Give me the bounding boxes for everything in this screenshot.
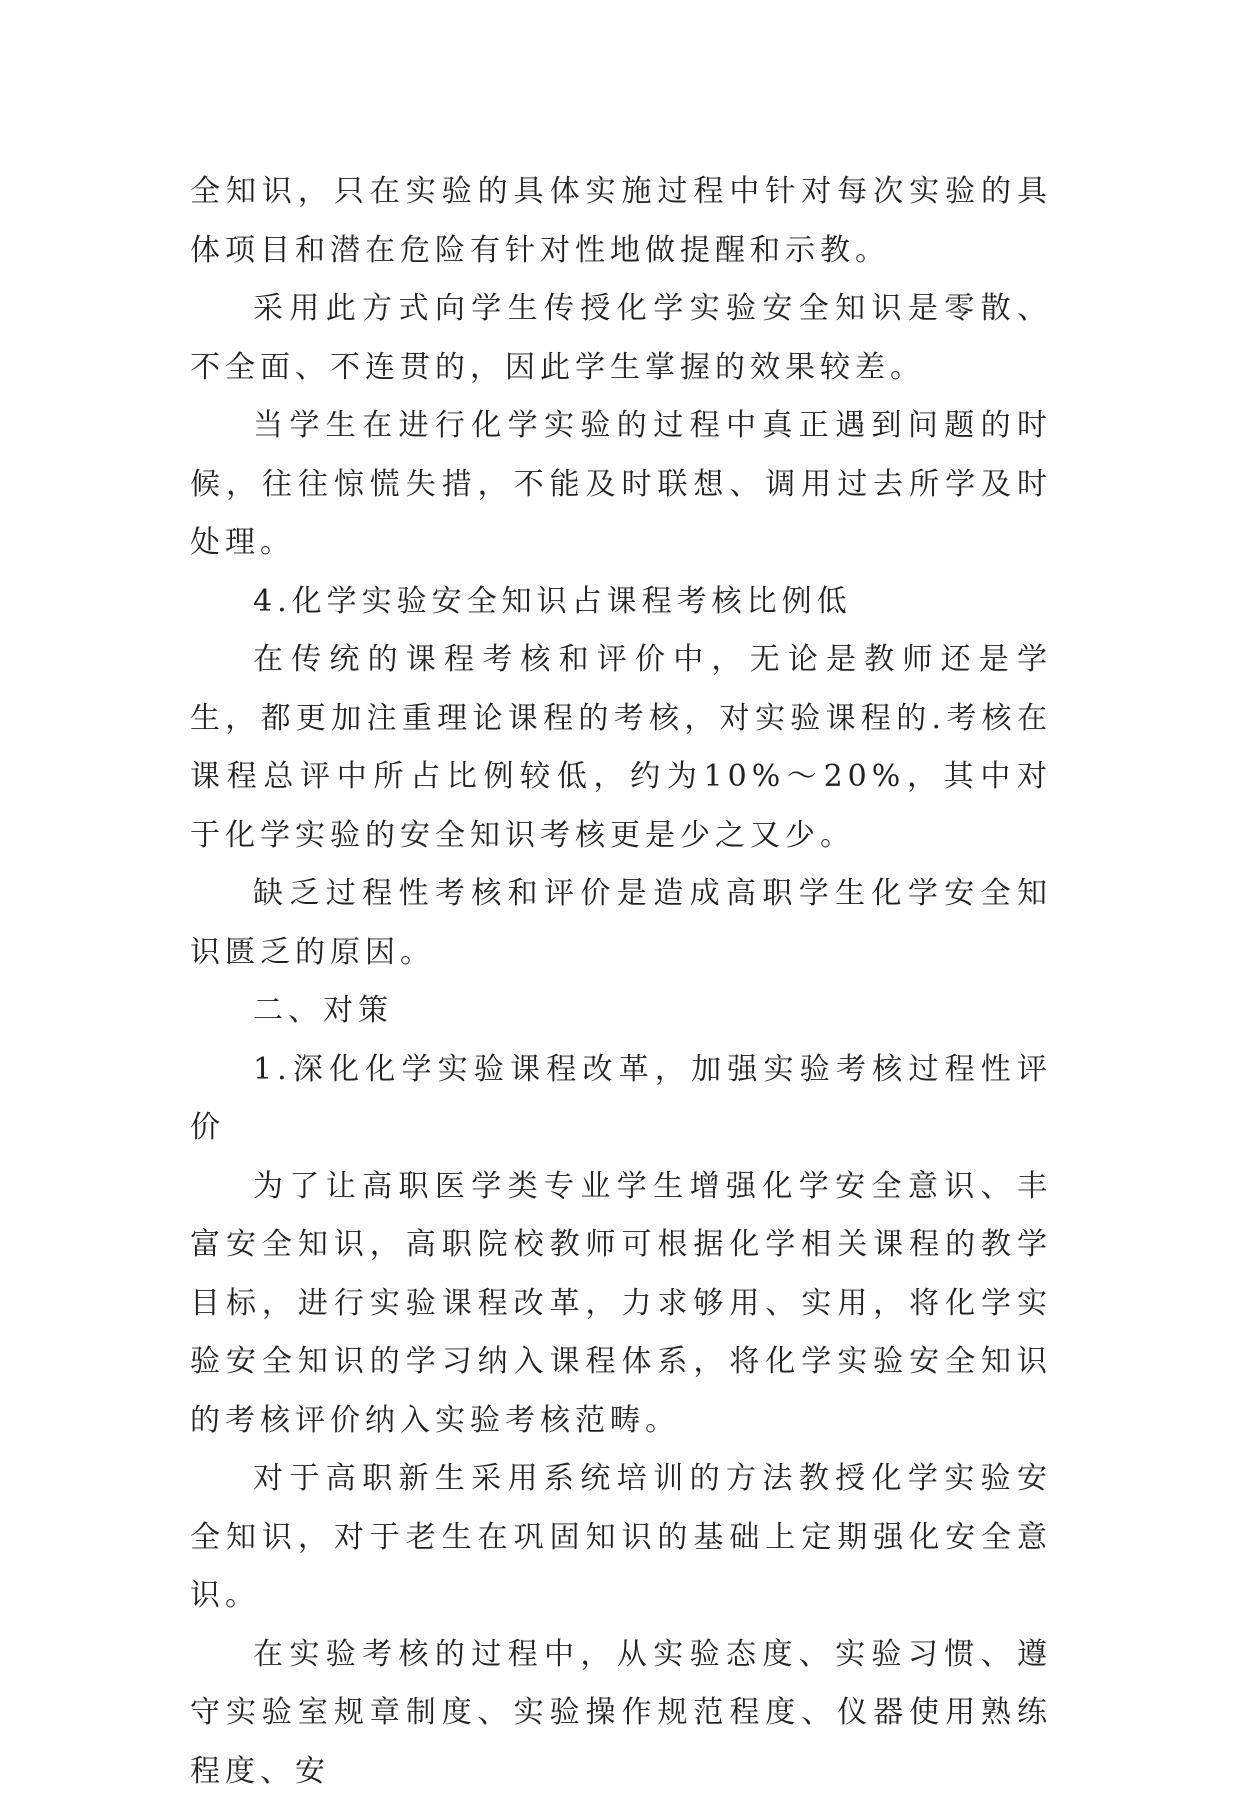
paragraph: 在实验考核的过程中，从实验态度、实验习惯、遵守实验室规章制度、实验操作规范程度、仪器使用熟练程度、安 <box>190 1626 1052 1801</box>
section-heading: 二、对策 <box>190 982 1052 1041</box>
paragraph: 当学生在进行化学实验的过程中真正遇到问题的时候，往往惊慌失措，不能及时联想、调用过去所学及时处理。 <box>190 397 1052 573</box>
subsection-heading: 1.深化化学实验课程改革，加强实验考核过程性评价 <box>190 1041 1052 1158</box>
paragraph: 对于高职新生采用系统培训的方法教授化学实验安全知识，对于老生在巩固知识的基础上定期强化安全意识。 <box>190 1450 1052 1626</box>
paragraph: 为了让高职医学类专业学生增强化学安全意识、丰富安全知识，高职院校教师可根据化学相关课程的教学目标，进行实验课程改革，力求够用、实用，将化学实验安全知识的学习纳入课程体系，将化学实验安全知识的考核评价纳入实验考核范畴。 <box>190 1158 1052 1451</box>
document-body <box>190 163 1052 1801</box>
subsection-heading: 4.化学实验安全知识占课程考核比例低 <box>190 573 1052 632</box>
paragraph: 在传统的课程考核和评价中，无论是教师还是学生，都更加注重理论课程的考核，对实验课程的.考核在课程总评中所占比例较低，约为10%～20%，其中对于化学实验的安全知识考核更是少之又少。 <box>190 631 1052 865</box>
paragraph: 采用此方式向学生传授化学实验安全知识是零散、不全面、不连贯的，因此学生掌握的效果较差。 <box>190 280 1052 397</box>
paragraph: 缺乏过程性考核和评价是造成高职学生化学安全知识匮乏的原因。 <box>190 865 1052 982</box>
paragraph-continuation: 全知识，只在实验的具体实施过程中针对每次实验的具体项目和潜在危险有针对性地做提醒和示教。 <box>190 163 1052 280</box>
